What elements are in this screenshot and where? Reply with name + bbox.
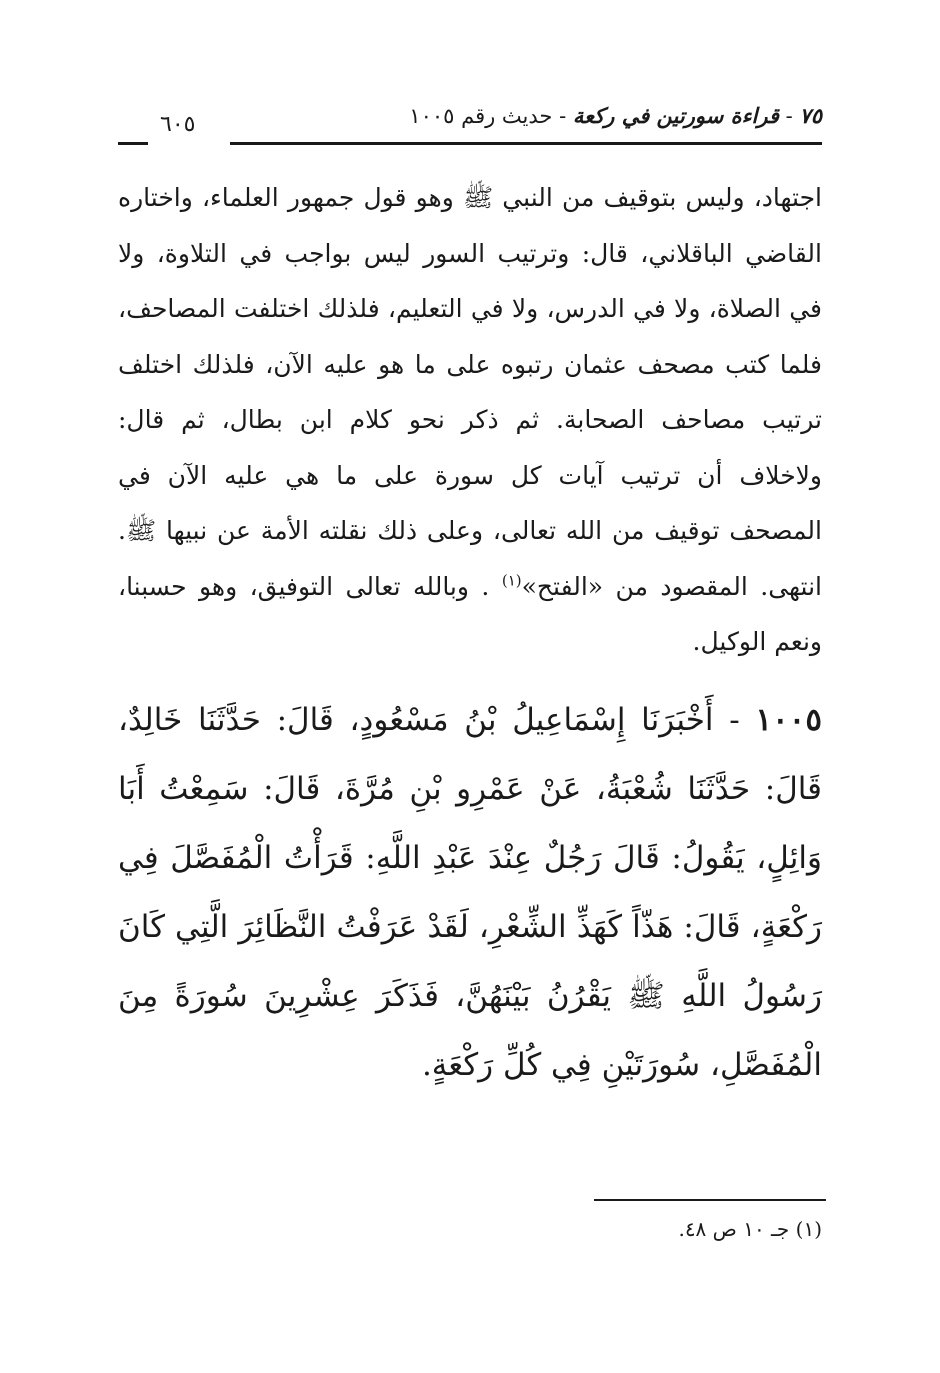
page-number: ٦٠٥ <box>160 112 196 137</box>
hadith-reference: - حديث رقم ١٠٠٥ <box>409 104 567 128</box>
header-rule <box>230 142 822 145</box>
chapter-dash: - <box>785 104 793 128</box>
footnote: (١) جـ ١٠ ص ٤٨. <box>678 1217 822 1241</box>
page-number-rule <box>118 142 148 145</box>
footnote-separator <box>594 1199 826 1201</box>
chapter-number: ٧٥ <box>799 103 822 128</box>
hadith-text: - أَخْبَرَنَا إِسْمَاعِيلُ بْنُ مَسْعُودٍ، قَالَ: حَدَّثَنَا خَالِدٌ، قَالَ: حَدَّثَنَا شُعْبَةُ، عَنْ عَمْرِو بْنِ مُرَّةَ، قَالَ: سَمِعْتُ أَبَا وَائِلٍ، يَقُولُ: قَالَ رَجُلٌ عِنْدَ عَبْدِ اللَّهِ: قَرَأْتُ الْمُفَصَّلَ فِي رَكْعَةٍ، قَالَ: هَذّاً كَهَذِّ الشِّعْرِ، لَقَدْ عَرَفْتُ النَّظَائِرَ الَّتِي كَانَ رَسُولُ اللَّهِ ﷺ يَقْرُنُ بَيْنَهُنَّ، فَذَكَرَ عِشْرِينَ سُورَةً مِنَ الْمُفَصَّلِ، سُورَتَيْنِ فِي كُلِّ رَكْعَةٍ. <box>118 702 822 1083</box>
commentary-paragraph <box>118 170 822 670</box>
commentary-closing: . وبالله تعالى التوفيق، وهو حسبنا، ونعم الوكيل. <box>118 571 822 656</box>
hadith-number: ١٠٠٥ <box>755 702 822 738</box>
commentary-text: اجتهاد، وليس بتوقيف من النبي ﷺ وهو قول جمهور العلماء، واختاره القاضي الباقلاني، قال: وترتيب السور ليس بواجب في التلاوة، ولا في الصلاة، ولا في الدرس، ولا في التعليم، فلذلك اختلفت المصاحف، فلما كتب مصحف عثمان رتبوه على ما هو عليه الآن، فلذلك اختلف ترتيب مصاحف الصحابة. ثم ذكر نحو كلام ابن بطال، ثم قال: ولاخلاف أن ترتيب آيات كل سورة على ما هي عليه الآن في المصحف توقيف من الله تعالى، وعلى ذلك نقلته الأمة عن نبيها ﷺ. انتهى. المقصود من «الفتح» <box>118 183 823 601</box>
chapter-title: قراءة سورتين في ركعة <box>572 103 779 128</box>
running-head <box>409 96 822 136</box>
footnote-marker: (١) <box>501 571 522 590</box>
hadith-paragraph <box>118 686 822 1100</box>
page-header <box>118 96 822 152</box>
